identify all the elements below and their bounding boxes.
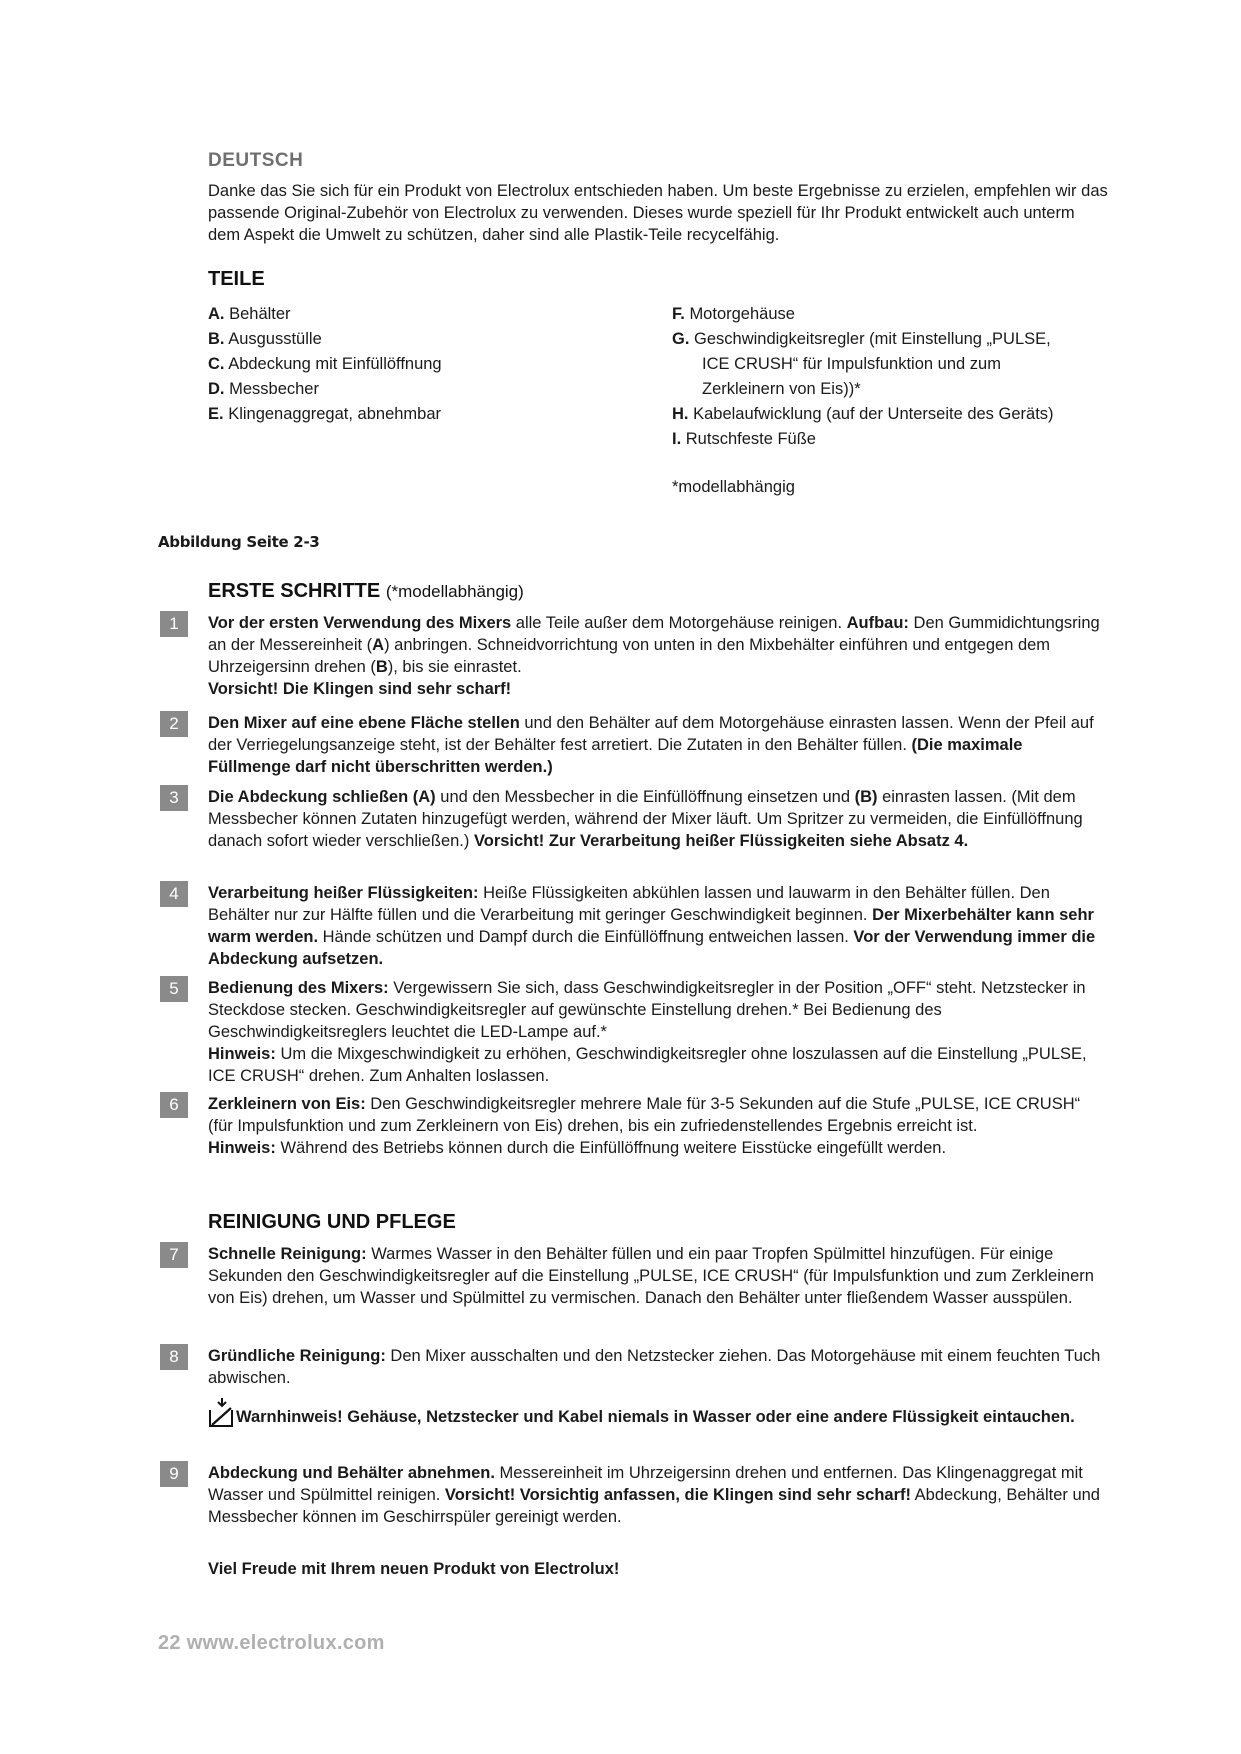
step-number-badge: 9 [160, 1461, 188, 1487]
part-item: A. Behälter [208, 305, 291, 323]
step-5-text: Bedienung des Mixers: Vergewissern Sie sich, dass Geschwindigkeitsregler in der Position „OFF“ steht. Netzstecker in Steckdose stecken. Geschwindigkeitsregler auf gewünschte Einstellung drehen.* Bei Bedienung des Geschwindigkeitsreglers leuchtet die LED-Lampe auf.* Hinweis: Um die Mixgeschwindigkeit zu erhöhen, Geschwindigkeitsregler ohne loszulassen auf die Einstellung „PULSE, ICE CRUSH“ drehen. Zum Anhalten loslassen. [208, 979, 1087, 1085]
step-number-badge: 4 [160, 881, 188, 907]
parts-list-left [208, 302, 442, 427]
step-number-badge: 5 [160, 976, 188, 1002]
step-6-text: Zerkleinern von Eis: Den Geschwindigkeitsregler mehrere Male für 3-5 Sekunden auf die Stufe „PULSE, ICE CRUSH“ (für Impulsfunktion und zum Zerkleinern von Eis) drehen, bis ein zufriedenstellendes Ergebnis erreicht ist. Hinweis: Während des Betriebs können durch die Einfüllöffnung weitere Eisstücke eingefüllt werden. [208, 1095, 1081, 1157]
part-item: C. Abdeckung mit Einfüllöffnung [208, 355, 442, 373]
step-number-badge: 8 [160, 1344, 188, 1370]
closing-line: Viel Freude mit Ihrem neuen Produkt von Electrolux! [208, 1560, 620, 1578]
no-immersion-warning-icon [208, 1398, 234, 1428]
step-number-badge: 6 [160, 1092, 188, 1118]
step-number-badge: 7 [160, 1242, 188, 1268]
part-item-continuation: Zerkleinern von Eis))* [702, 380, 861, 398]
model-footnote: *modellabhängig [672, 478, 795, 496]
step-9-text: Abdeckung und Behälter abnehmen. Messereinheit im Uhrzeigersinn drehen und entfernen. Das Klingenaggregat mit Wasser und Spülmittel reinigen. Vorsicht! Vorsichtig anfassen, die Klingen sind sehr scharf! Abdeckung, Behälter und Messbecher können im Geschirrspüler gereinigt werden. [208, 1464, 1100, 1526]
parts-list-right [672, 302, 1054, 452]
step-2-text: Den Mixer auf eine ebene Fläche stellen und den Behälter auf dem Motorgehäuse einrasten lassen. Wenn der Pfeil auf der Verriegelungsanzeige steht, ist der Behälter fest arretiert. Die Zutaten in den Behälter füllen. (Die maximale Füllmenge darf nicht überschritten werden.) [208, 714, 1094, 776]
part-item: E. Klingenaggregat, abnehmbar [208, 405, 442, 423]
step-8-text: Gründliche Reinigung: Den Mixer ausschalten und den Netzstecker ziehen. Das Motorgehäuse mit einem feuchten Tuch abwischen. [208, 1347, 1101, 1387]
part-item: I. Rutschfeste Füße [672, 430, 816, 448]
step-number-badge: 2 [160, 711, 188, 737]
step-7-text: Schnelle Reinigung: Warmes Wasser in den Behälter füllen und ein paar Tropfen Spülmittel hinzufügen. Für einige Sekunden den Geschwindigkeitsregler auf die Einstellung „PULSE, ICE CRUSH“ (für Impulsfunktion und zum Zerkleinern von Eis) drehen, um Wasser und Spülmittel zu vermischen. Danach den Behälter unter fließendem Wasser ausspülen. [208, 1245, 1094, 1307]
page-footer: 22 www.electrolux.com [158, 1632, 385, 1654]
step-4-text: Verarbeitung heißer Flüssigkeiten: Heiße Flüssigkeiten abkühlen lassen und lauwarm in den Behälter füllen. Den Behälter nur zur Hälfte füllen und die Verarbeitung mit geringer Geschwindigkeit beginnen. Der Mixerbehälter kann sehr warm werden. Hände schützen und Dampf durch die Einfüllöffnung entweichen lassen. Vor der Verwendung immer die Abdeckung aufsetzen. [208, 884, 1096, 968]
first-steps-heading: ERSTE SCHRITTE (*modellabhängig) [208, 580, 524, 602]
figure-label: Abbildung Seite 2-3 [158, 533, 320, 551]
part-item: F. Motorgehäuse [672, 305, 795, 323]
step-number-badge: 3 [160, 785, 188, 811]
part-item: H. Kabelaufwicklung (auf der Unterseite des Geräts) [672, 405, 1054, 423]
parts-heading: TEILE [208, 268, 265, 290]
part-item: B. Ausgusstülle [208, 330, 322, 348]
step-1-text: Vor der ersten Verwendung des Mixers alle Teile außer dem Motorgehäuse reinigen. Aufbau: Den Gummidichtungsring an der Messereinheit (A) anbringen. Schneidvorrichtung von unten in den Mixbehälter einführen und entgegen dem Uhrzeigersinn drehen (B), bis sie einrastet. Vorsicht! Die Klingen sind sehr scharf! [208, 614, 1100, 698]
part-item: G. Geschwindigkeitsregler (mit Einstellung „PULSE, [672, 330, 1051, 348]
cleaning-heading: REINIGUNG UND PFLEGE [208, 1211, 456, 1233]
step-3-text: Die Abdeckung schließen (A) und den Messbecher in die Einfüllöffnung einsetzen und (B) einrasten lassen. (Mit dem Messbecher können Zutaten hinzugefügt werden, während der Mixer läuft. Um Spritzer zu vermeiden, die Einfüllöffnung danach sofort wieder verschließen.) Vorsicht! Zur Verarbeitung heißer Flüssigkeiten siehe Absatz 4. [208, 788, 1083, 850]
intro-paragraph: Danke das Sie sich für ein Produkt von Electrolux entschieden haben. Um beste Ergebnisse zu erzielen, empfehlen wir das passende Original-Zubehör von Electrolux zu verwenden. Dieses wurde speziell für Ihr Produkt entwickelt auch unterm dem Aspekt die Umwelt zu schützen, daher sind alle Plastik-Teile recycelfähig. [208, 182, 1108, 244]
part-item-continuation: ICE CRUSH“ für Impulsfunktion und zum [702, 355, 1001, 373]
language-title: DEUTSCH [208, 150, 304, 171]
step-8-warning: Warnhinweis! Gehäuse, Netzstecker und Kabel niemals in Wasser oder eine andere Flüssigkeit eintauchen. [208, 1398, 1108, 1428]
step-number-badge: 1 [160, 611, 188, 637]
part-item: D. Messbecher [208, 380, 319, 398]
